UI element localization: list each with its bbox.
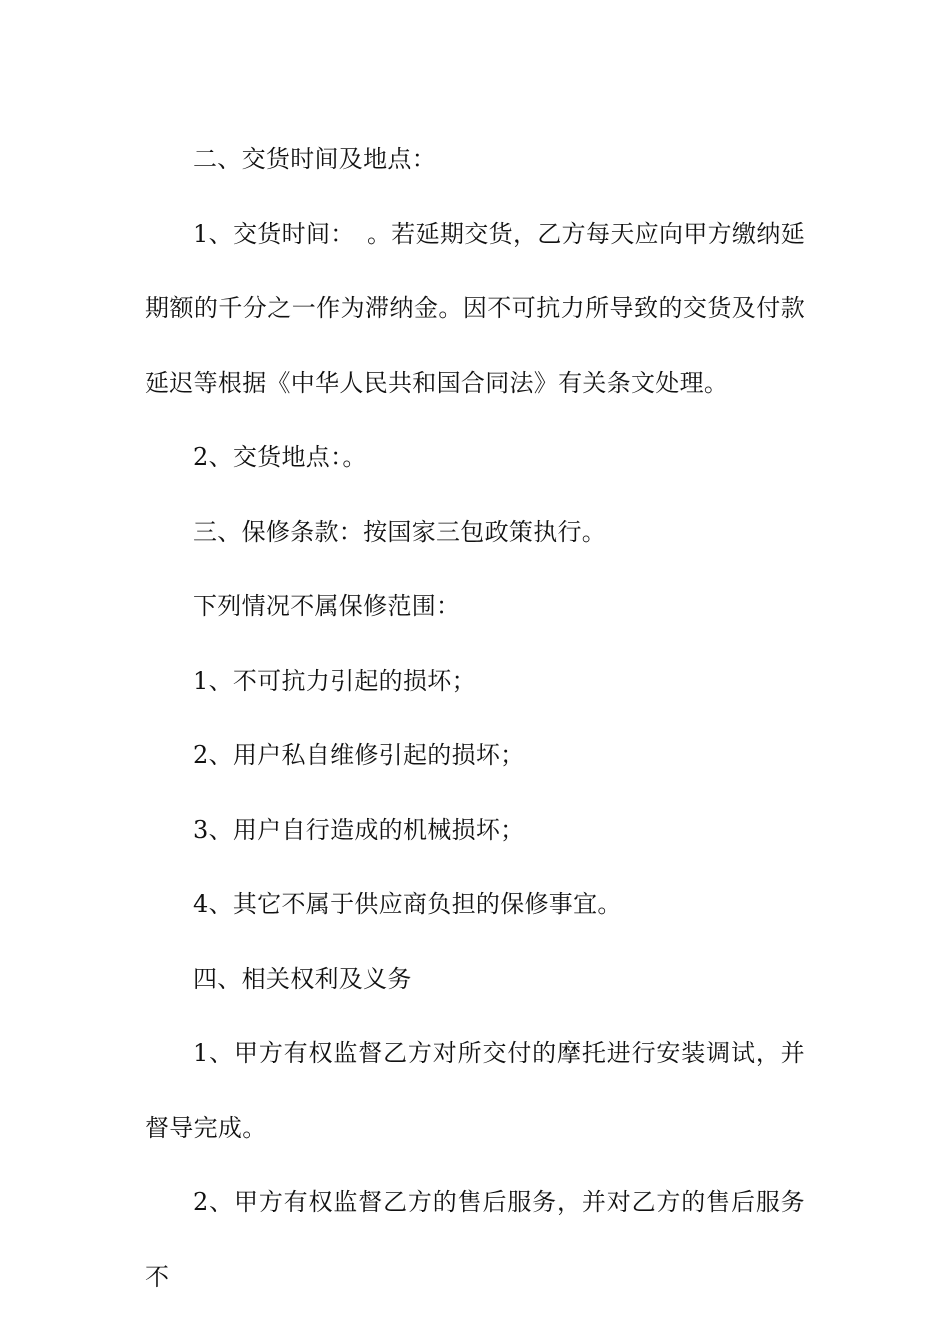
section-heading-rights: 四、相关权利及义务	[193, 964, 412, 993]
rights-clause: 2、甲方有权监督乙方的售后服务，并对乙方的售后服务不	[145, 1188, 805, 1291]
section-heading-warranty: 三、保修条款：按国家三包政策执行。	[193, 517, 607, 546]
delivery-location-clause: 2、交货地点：。	[193, 443, 367, 471]
rights-clause: 1、甲方有权监督乙方对所交付的摩托进行安装调试，并督导完成。	[145, 1039, 805, 1142]
document-body	[145, 122, 805, 1314]
warranty-exclusion-item: 1、不可抗力引起的损坏；	[193, 666, 476, 695]
delivery-time-clause: 1、交货时间： 。若延期交货，乙方每天应向甲方缴纳延期额的千分之一作为滞纳金。因不可抗力所导致的交货及付款延迟等根据《中华人民共和国合同法》有关条文处理。	[145, 219, 805, 397]
warranty-exclusion-item: 2、用户私自维修引起的损坏；	[193, 741, 525, 769]
warranty-exclusions-intro: 下列情况不属保修范围：	[193, 592, 461, 620]
section-heading-delivery: 二、交货时间及地点：	[193, 145, 436, 173]
warranty-exclusion-item: 4、其它不属于供应商负担的保修事宜。	[193, 890, 622, 918]
warranty-exclusion-item: 3、用户自行造成的机械损坏；	[193, 815, 525, 844]
